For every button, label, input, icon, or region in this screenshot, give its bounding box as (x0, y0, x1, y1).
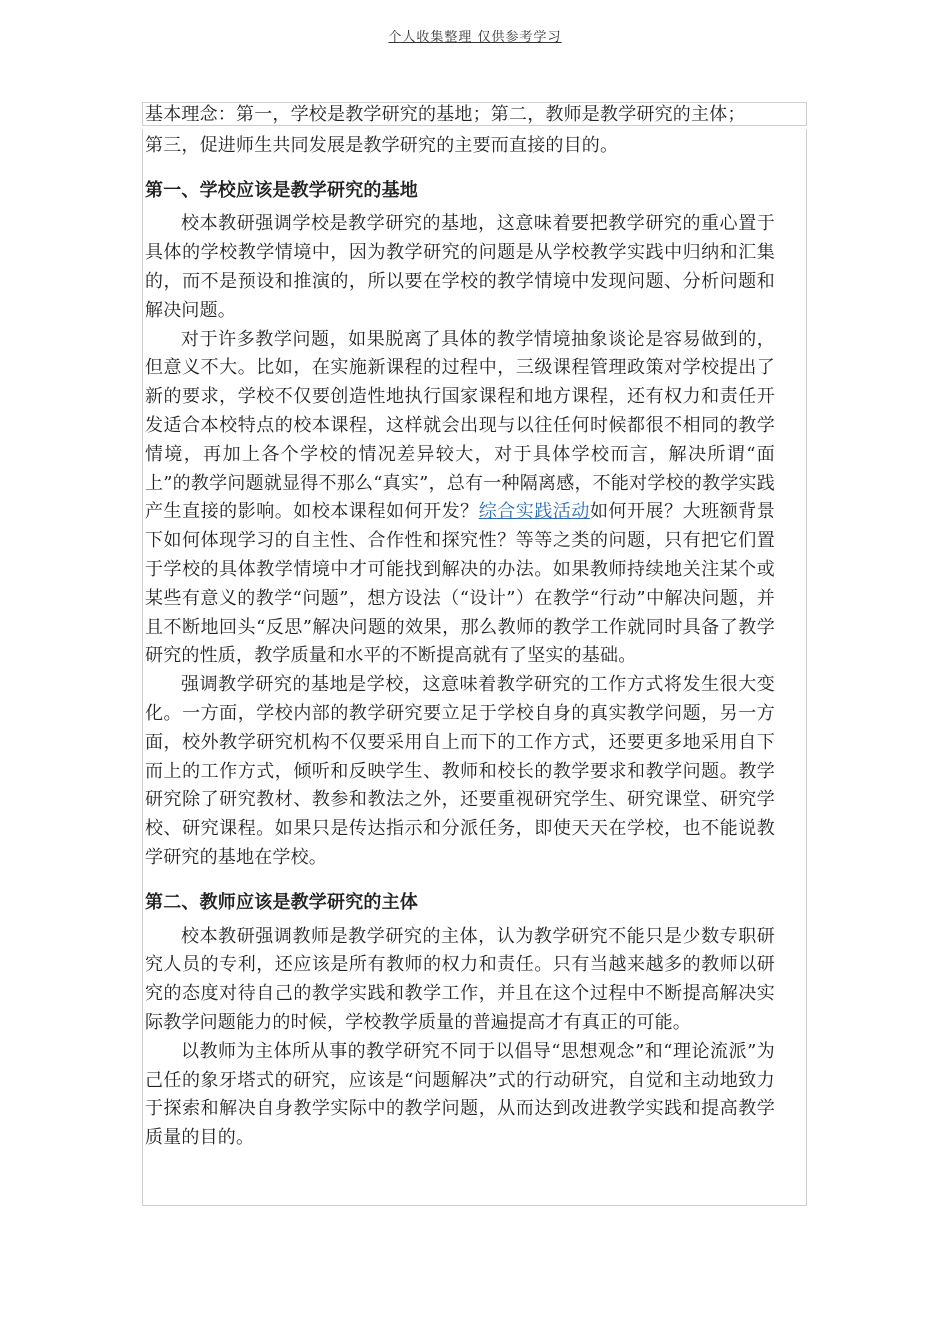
paragraph-2-text-after-link: 如何开展？大班额背景下如何体现学习的自主性、合作性和探究性？等等之类的问题，只有把它们置于学校的具体教学情境中才可能找到解决的办法。如果教师持续地关注某个或某些有意义的教学“问题”，想方设法（“设计”）在教学“行动”中解决问题，并且不断地回头“反思”解决问题的效果，那么教师的教学工作就同时具备了教学研究的性质，教学质量和水平的不断提高就有了坚实的基础。 (145, 501, 775, 667)
watermark (0, 26, 950, 45)
section-1-heading: 第一、学校应该是教学研究的基地 (145, 179, 418, 201)
intro-line-2: 第三，促进师生共同发展是教学研究的主要而直接的目的。 (145, 134, 619, 156)
intro-line-1: 基本理念：第一，学校是教学研究的基地；第二，教师是教学研究的主体； (145, 104, 746, 125)
section-2-heading: 第二、教师应该是教学研究的主体 (145, 891, 418, 913)
integrated-practice-link[interactable]: 综合实践活动 (478, 501, 590, 523)
watermark-text: 个人收集整理 仅供参考学习 (388, 30, 562, 45)
document-body (145, 101, 775, 1153)
section-1-paragraph-2 (145, 326, 775, 672)
section-1-paragraph-1: 校本教研强调学校是教学研究的基地，这意味着要把教学研究的重心置于具体的学校教学情境中，因为教学研究的问题是从学校教学实践中归纳和汇集的，而不是预设和推演的，所以要在学校的教学情境中发现问题、分析问题和解决问题。 (145, 213, 775, 321)
section-2-paragraph-2: 以教师为主体所从事的教学研究不同于以倡导“思想观念”和“理论流派”为己任的象牙塔式的研究，应该是“问题解决”式的行动研究，自觉和主动地致力于探索和解决自身教学实际中的教学问题，从而达到改进教学实践和提高教学质量的目的。 (145, 1040, 775, 1149)
section-2-paragraph-1: 校本教研强调教师是教学研究的主体，认为教学研究不能只是少数专职研究人员的专利，还应该是所有教师的权力和责任。只有当越来越多的教师以研究的态度对待自己的教学实践和教学工作，并且在这个过程中不断提高解决实际教学问题能力的时候，学校教学质量的普遍提高才有真正的可能。 (145, 925, 775, 1033)
section-1-paragraph-3: 强调教学研究的基地是学校，这意味着教学研究的工作方式将发生很大变化。一方面，学校内部的教学研究要立足于学校自身的真实教学问题，另一方面，校外教学研究机构不仅要采用自上而下的工作方式，还要更多地采用自下而上的工作方式，倾听和反映学生、教师和校长的教学要求和教学问题。教学研究除了研究教材、教参和教法之外，还要重视研究学生、研究课堂、研究学校、研究课程。如果只是传达指示和分派任务，即使天天在学校，也不能说教学研究的基地在学校。 (145, 674, 775, 868)
paragraph-2-text-before-link: 对于许多教学问题，如果脱离了具体的教学情境抽象谈论是容易做到的，但意义不大。比如，在实施新课程的过程中，三级课程管理政策对学校提出了新的要求，学校不仅要创造性地执行国家课程和地方课程，还有权力和责任开发适合本校特点的校本课程，这样就会出现与以往任何时候都很不相同的教学情境，再加上各个学校的情况差异较大，对于具体学校而言，解决所谓“面上”的教学问题就显得不那么“真实”，总有一种隔离感，不能对学校的教学实践产生直接的影响。如校本课程如何开发？ (145, 328, 775, 523)
